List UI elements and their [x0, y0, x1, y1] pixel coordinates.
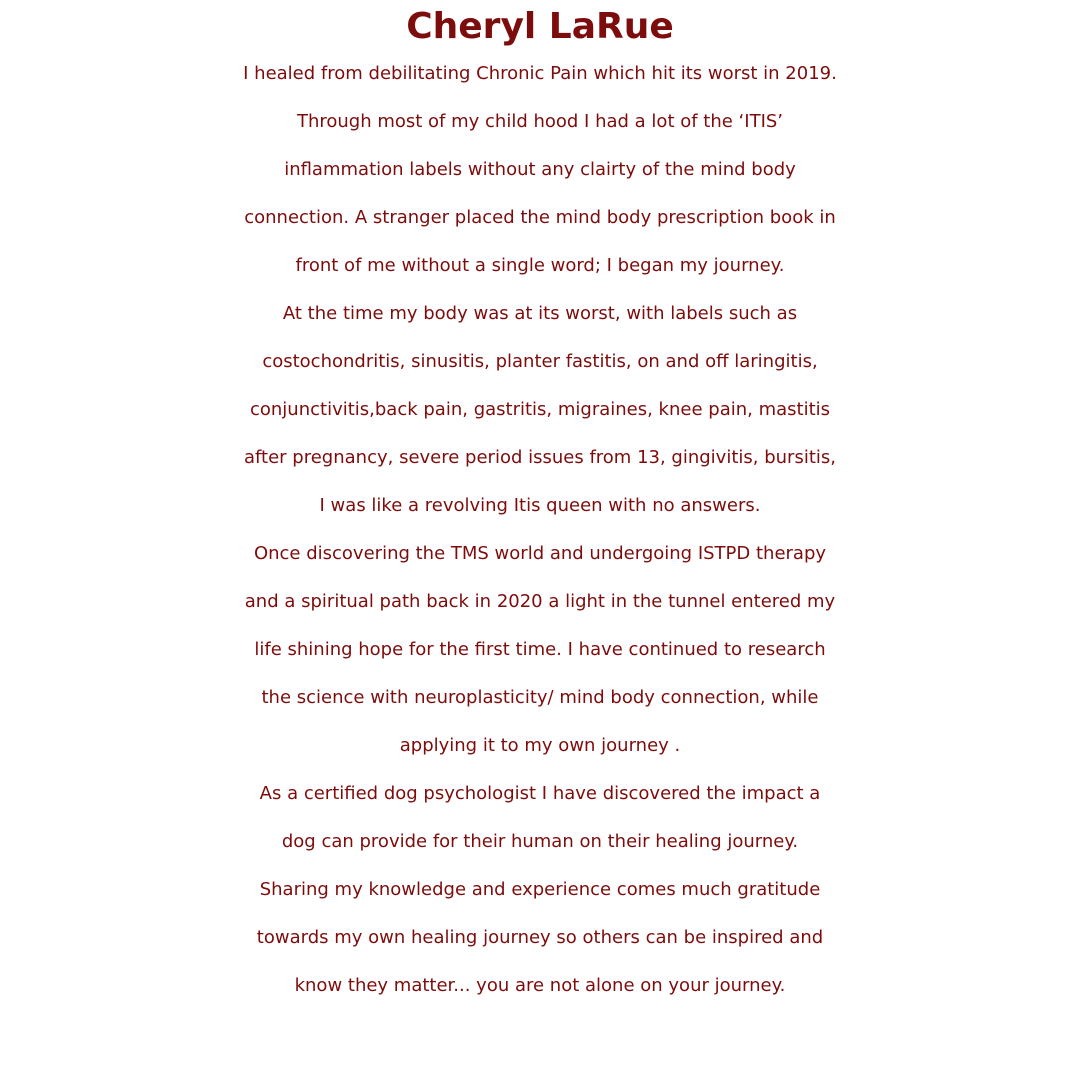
bio-line: I healed from debilitating Chronic Pain which hit its worst in 2019. [243, 63, 837, 84]
bio-line: conjunctivitis,back pain, gastritis, migraines, knee pain, mastitis [249, 399, 831, 420]
bio-line: Once discovering the TMS world and undergoing ISTPD therapy [253, 543, 827, 564]
bio-line: Through most of my child hood I had a lot of the ‘ITIS’ [296, 111, 784, 132]
bio-line: costochondritis, sinusitis, planter fastitis, on and off laringitis, [262, 351, 818, 372]
bio-line: Sharing my knowledge and experience comes much gratitude [259, 879, 821, 900]
bio-line: the science with neuroplasticity/ mind body connection, while [261, 687, 819, 708]
bio-line: after pregnancy, severe period issues from 13, gingivitis, bursitis, [244, 447, 836, 468]
bio-line: applying it to my own journey . [399, 735, 681, 756]
bio-line: life shining hope for the first time. I have continued to research [254, 639, 826, 660]
bio-line: I was like a revolving Itis queen with no answers. [319, 495, 761, 516]
bio-line: At the time my body was at its worst, with labels such as [282, 303, 798, 324]
bio-line: and a spiritual path back in 2020 a light in the tunnel entered my [244, 591, 836, 612]
bio-line: know they matter... you are not alone on your journey. [294, 975, 786, 996]
page-title: Cheryl LaRue [406, 6, 674, 47]
bio-line: dog can provide for their human on their healing journey. [281, 831, 799, 852]
bio-line: As a certified dog psychologist I have discovered the impact a [259, 783, 821, 804]
bio-line: connection. A stranger placed the mind body prescription book in [244, 207, 836, 228]
bio-line: towards my own healing journey so others can be inspired and [256, 927, 824, 948]
bio-text [4, 50, 1076, 1010]
bio-line: front of me without a single word; I began my journey. [295, 255, 785, 276]
bio-line: inflammation labels without any clairty of the mind body [284, 159, 796, 180]
